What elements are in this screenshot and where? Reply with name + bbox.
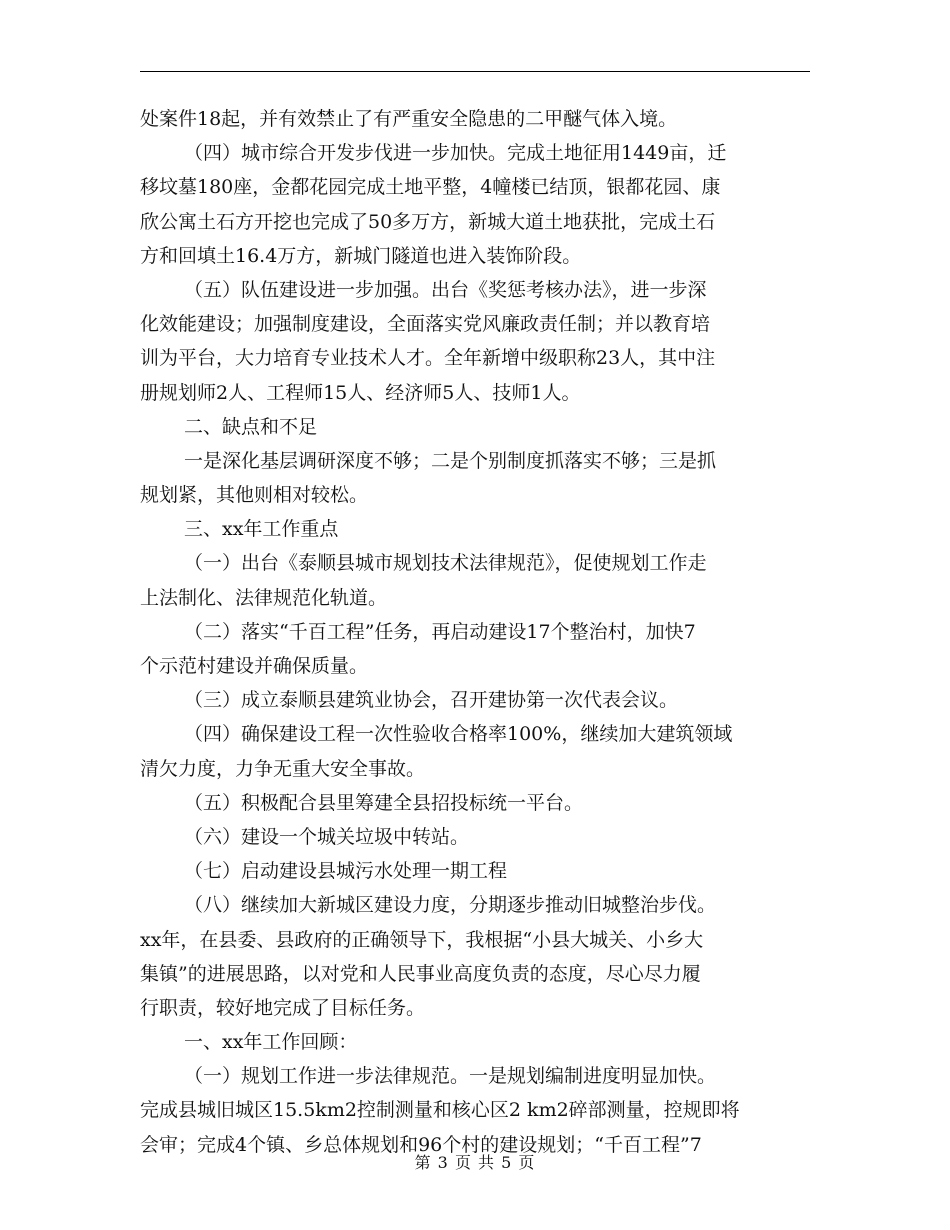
text-line: （五）积极配合县里筹建全县招投标统一平台。 bbox=[184, 791, 584, 814]
text-line: 训为平台，大力培育专业技术人才。全年新增中级职称23人，其中注 bbox=[140, 347, 716, 370]
text-line: 行职责，较好地完成了目标任务。 bbox=[140, 996, 426, 1019]
text-line: 三、xx年工作重点 bbox=[184, 518, 339, 541]
text-line: 处案件18起，并有效禁止了有严重安全隐患的二甲醚气体入境。 bbox=[140, 108, 678, 130]
text-line: （四）确保建设工程一次性验收合格率100%，继续加大建筑领域 bbox=[184, 723, 733, 746]
text-line: （八）继续加大新城区建设力度，分期逐步推动旧城整治步伐。 bbox=[184, 894, 717, 917]
text-line: 规划紧，其他则相对较松。 bbox=[140, 484, 369, 507]
text-line: 上法制化、法律规范化轨道。 bbox=[140, 586, 388, 609]
text-line: 方和回填土16.4万方，新城门隧道也进入装饰阶段。 bbox=[140, 244, 582, 267]
text-line: （七）启动建设县城污水处理一期工程 bbox=[184, 860, 508, 883]
text-line: （六）建设一个城关垃圾中转站。 bbox=[184, 825, 470, 848]
text-line: （二）落实“千百工程”任务，再启动建设17个整治村，加快7 bbox=[184, 620, 696, 643]
text-line: （五）队伍建设进一步加强。出台《奖惩考核办法》，进一步深 bbox=[184, 278, 707, 301]
text-line: 会审；完成4个镇、乡总体规划和96个村的建设规划；“千百工程”7 bbox=[140, 1133, 702, 1156]
text-line: 完成县城旧城区15.5km2控制测量和核心区2 km2碎部测量，控规即将 bbox=[140, 1099, 740, 1122]
text-line: 集镇”的进展思路，以对党和人民事业高度负责的态度，尽心尽力履 bbox=[140, 962, 701, 985]
text-line: （一）出台《泰顺县城市规划技术法律规范》，促使规划工作走 bbox=[184, 552, 707, 575]
text-line: 移坟墓180座，金都花园完成土地平整，4幢楼已结顶，银都花园、康 bbox=[140, 176, 721, 199]
text-line: 一、xx年工作回顾： bbox=[184, 1031, 358, 1054]
text-line: （一）规划工作进一步法律规范。一是规划编制进度明显加快。 bbox=[184, 1065, 717, 1088]
text-line: （三）成立泰顺县建筑业协会，召开建协第一次代表会议。 bbox=[184, 689, 679, 712]
text-line: 个示范村建设并确保质量。 bbox=[140, 655, 369, 677]
document-body bbox=[140, 102, 810, 1162]
text-line: 欣公寓土石方开挖也完成了50多万方，新城大道土地获批，完成土石 bbox=[140, 210, 716, 233]
text-line: （四）城市综合开发步伐进一步加快。完成土地征用1449亩，迁 bbox=[184, 142, 727, 165]
page-number: 第 3 页 共 5 页 bbox=[414, 1153, 536, 1172]
text-line: 化效能建设；加强制度建设，全面落实党风廉政责任制；并以教育培 bbox=[140, 313, 711, 336]
text-line: 一是深化基层调研深度不够；二是个别制度抓落实不够；三是抓 bbox=[184, 449, 717, 472]
header-rule bbox=[140, 71, 810, 72]
text-line: xx年，在县委、县政府的正确领导下，我根据“小县大城关、小乡大 bbox=[140, 928, 704, 951]
text-line: 二、缺点和不足 bbox=[184, 415, 318, 438]
text-line: 册规划师2人、工程师15人、经济师5人、技师1人。 bbox=[140, 381, 581, 404]
text-line: 清欠力度，力争无重大安全事故。 bbox=[140, 757, 426, 780]
